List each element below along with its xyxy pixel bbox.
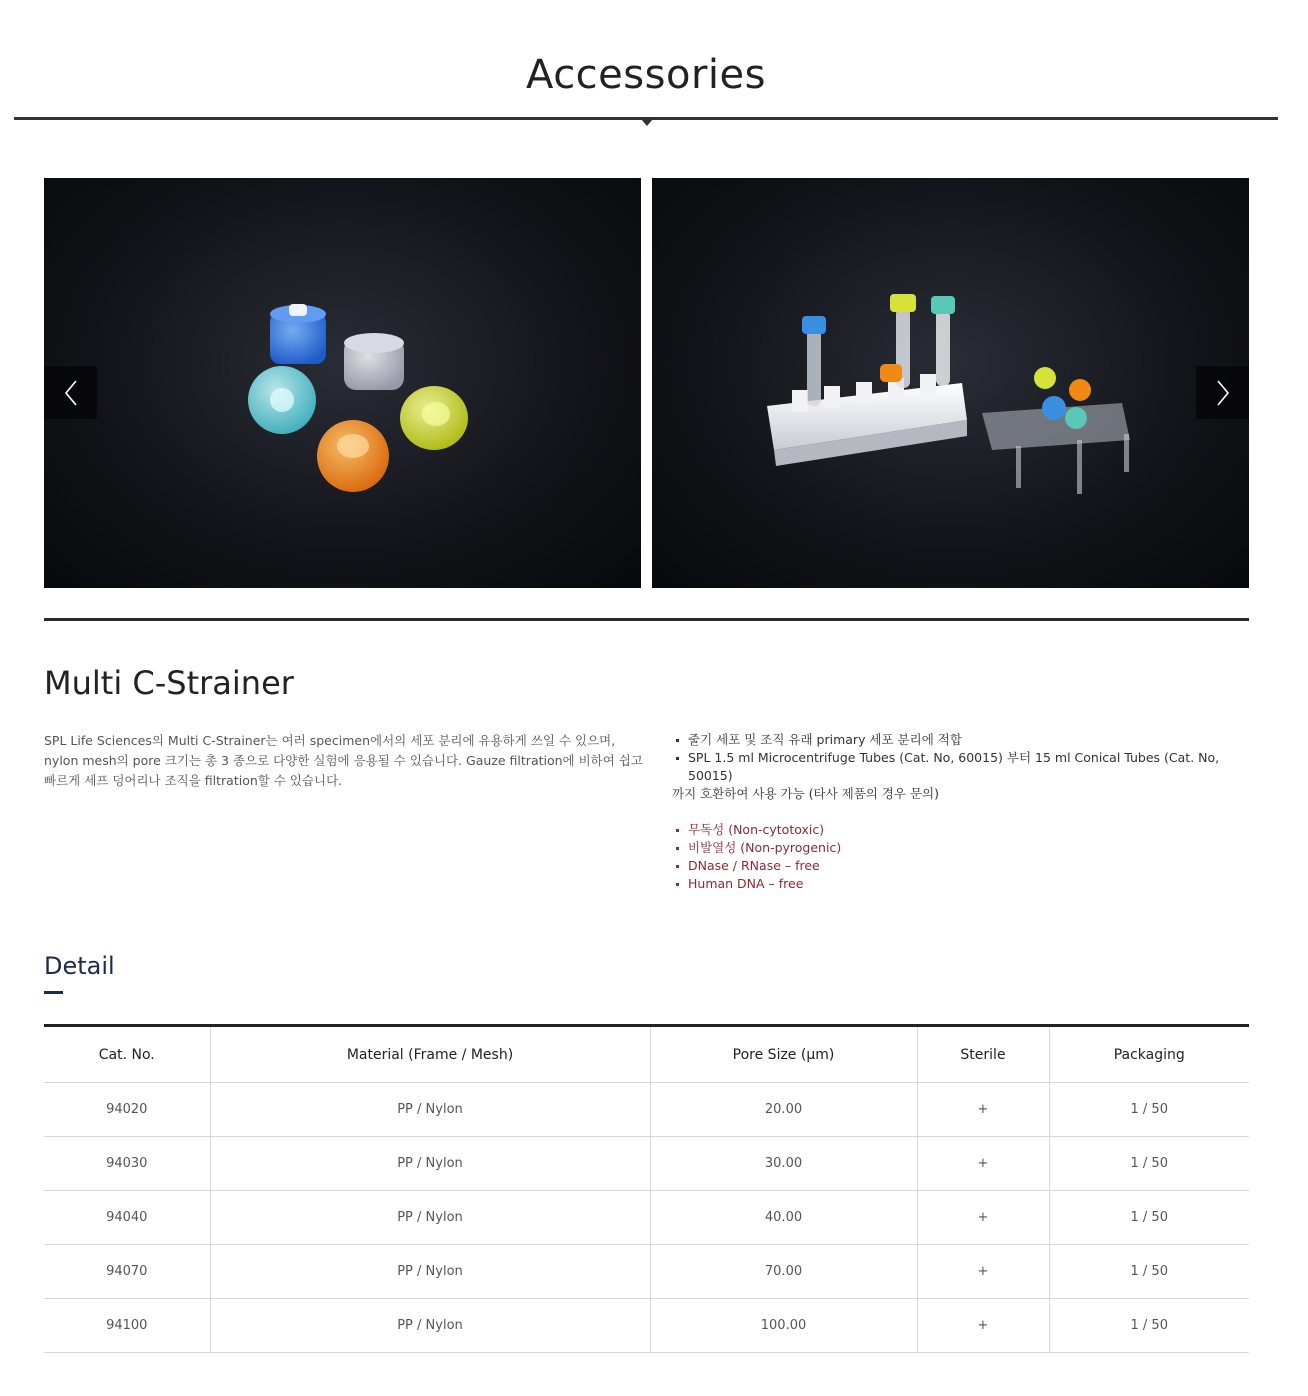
- feature-item: 줄기 세포 및 조직 유래 primary 세포 분리에 적합: [672, 731, 1252, 749]
- table-row: [44, 1245, 1249, 1299]
- cell-cat-no: 94100: [44, 1299, 210, 1353]
- cell-pore-size: 40.00: [650, 1191, 917, 1245]
- certification-list: [672, 821, 1252, 893]
- cell-pore-size: 70.00: [650, 1245, 917, 1299]
- product-description: SPL Life Sciences의 Multi C-Strainer는 여러 specimen에서의 세포 분리에 유용하게 쓰일 수 있으며, nylon mesh의 pore 크기는 총 3 종으로 다양한 실험에 응용될 수 있습니다. Gauze filtration에 비하여 쉽고 빠르게 세프 덩어리나 조직을 filtration할 수 있습니다.: [44, 733, 643, 788]
- product-image-strainers: [44, 178, 641, 588]
- cell-sterile: +: [917, 1083, 1049, 1137]
- tube-rack-photo: [652, 178, 1249, 588]
- detail-title: Detail: [44, 952, 115, 980]
- column-header-cat-no: Cat. No.: [44, 1026, 210, 1083]
- yellow-strainer: [400, 386, 468, 450]
- clear-mini-rack: [982, 367, 1130, 494]
- page-title: Accessories: [526, 52, 766, 98]
- product-features: [672, 731, 1252, 893]
- certification-item: Human DNA – free: [672, 875, 1252, 893]
- feature-item-continued: 까지 호환하여 사용 가능 (타사 제품의 경우 문의): [672, 786, 939, 801]
- gallery-prev-button[interactable]: [44, 366, 97, 419]
- chevron-left-icon: [61, 377, 81, 409]
- certification-item: 무독성 (Non-cytotoxic): [672, 821, 1252, 839]
- cell-sterile: +: [917, 1299, 1049, 1353]
- cell-pore-size: 30.00: [650, 1137, 917, 1191]
- table-header-row: [44, 1026, 1249, 1083]
- cell-packaging: 1 / 50: [1049, 1137, 1249, 1191]
- cell-material: PP / Nylon: [210, 1299, 650, 1353]
- cell-packaging: 1 / 50: [1049, 1299, 1249, 1353]
- table-row: [44, 1083, 1249, 1137]
- detail-title-underline: [44, 991, 63, 994]
- strainer-caps-photo: [44, 178, 641, 588]
- blue-strainer: [270, 304, 326, 364]
- cell-material: PP / Nylon: [210, 1083, 650, 1137]
- table-row: [44, 1137, 1249, 1191]
- cell-cat-no: 94020: [44, 1083, 210, 1137]
- cell-pore-size: 20.00: [650, 1083, 917, 1137]
- section-divider: [44, 618, 1249, 621]
- gallery-next-button[interactable]: [1196, 366, 1249, 419]
- cell-cat-no: 94040: [44, 1191, 210, 1245]
- cell-sterile: +: [917, 1245, 1049, 1299]
- feature-list: [672, 731, 1252, 803]
- feature-item: SPL 1.5 ml Microcentrifuge Tubes (Cat. No, 60015) 부터 15 ml Conical Tubes (Cat. No, 50015): [672, 749, 1252, 785]
- table-row: [44, 1299, 1249, 1353]
- cyan-strainer: [248, 366, 316, 434]
- cell-packaging: 1 / 50: [1049, 1083, 1249, 1137]
- cell-sterile: +: [917, 1191, 1049, 1245]
- cell-packaging: 1 / 50: [1049, 1245, 1249, 1299]
- cell-material: PP / Nylon: [210, 1191, 650, 1245]
- title-divider-notch: [641, 119, 653, 126]
- certification-item: DNase / RNase – free: [672, 857, 1252, 875]
- column-header-sterile: Sterile: [917, 1026, 1049, 1083]
- white-tube-rack: [767, 374, 967, 466]
- certification-item: 비발열성 (Non-pyrogenic): [672, 839, 1252, 857]
- orange-strainer: [317, 420, 389, 492]
- cell-cat-no: 94070: [44, 1245, 210, 1299]
- cell-material: PP / Nylon: [210, 1245, 650, 1299]
- spec-table: [44, 1024, 1249, 1353]
- chevron-right-icon: [1213, 377, 1233, 409]
- product-image-rack: [652, 178, 1249, 588]
- cell-packaging: 1 / 50: [1049, 1191, 1249, 1245]
- cell-cat-no: 94030: [44, 1137, 210, 1191]
- table-row: [44, 1191, 1249, 1245]
- column-header-material: Material (Frame / Mesh): [210, 1026, 650, 1083]
- cell-sterile: +: [917, 1137, 1049, 1191]
- column-header-pore-size: Pore Size (μm): [650, 1026, 917, 1083]
- column-header-packaging: Packaging: [1049, 1026, 1249, 1083]
- cell-material: PP / Nylon: [210, 1137, 650, 1191]
- cell-pore-size: 100.00: [650, 1299, 917, 1353]
- clear-strainer: [344, 333, 404, 390]
- product-name: Multi C-Strainer: [44, 664, 294, 702]
